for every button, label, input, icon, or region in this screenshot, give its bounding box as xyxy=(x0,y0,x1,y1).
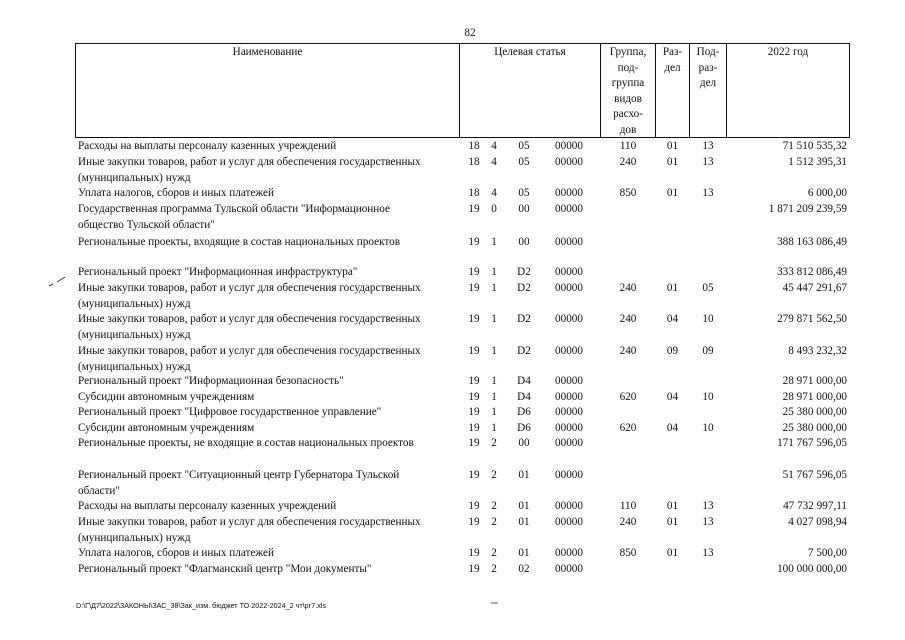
row-name: Региональный проект "Информационная безопасность" xyxy=(78,375,344,387)
row-c3: 01 xyxy=(518,547,530,559)
row-sub: 05 xyxy=(702,282,714,294)
row-amount: 1 871 209 239,59 xyxy=(768,203,847,215)
row-section: 04 xyxy=(666,391,679,403)
row-c4: 00000 xyxy=(555,375,583,387)
row-c4: 00000 xyxy=(555,437,583,449)
row-amount: 28 971 000,00 xyxy=(782,375,847,387)
row-name: Иные закупки товаров, работ и услуг для обеспечения государственных xyxy=(78,156,421,168)
row-c4: 00000 xyxy=(555,345,583,357)
row-c3: 00 xyxy=(518,437,530,449)
header-section: Раз- дел xyxy=(662,46,683,74)
row-amount: 100 000 000,00 xyxy=(777,563,847,575)
row-c2: 1 xyxy=(491,266,497,278)
margin-pen-mark xyxy=(47,274,69,293)
row-amount: 333 812 086,49 xyxy=(777,266,847,278)
row-c3: D2 xyxy=(517,345,531,357)
row-sub: 13 xyxy=(702,187,714,199)
row-amount: 1 512 395,31 xyxy=(788,156,847,168)
row-name: Региональный проект "Флагманский центр "Мои документы" xyxy=(78,563,372,575)
row-c4: 00000 xyxy=(555,282,583,294)
bottom-pen-mark xyxy=(490,592,500,610)
row-c1: 19 xyxy=(468,282,480,294)
row-amount: 8 493 232,32 xyxy=(788,345,847,357)
row-c1: 19 xyxy=(468,500,480,512)
row-c3: 00 xyxy=(518,203,530,215)
row-c2: 2 xyxy=(491,437,497,449)
row-c2: 0 xyxy=(491,203,497,215)
row-sub: 13 xyxy=(702,547,714,559)
row-name: Региональные проекты, входящие в состав национальных проектов xyxy=(78,236,400,248)
row-c3: D2 xyxy=(517,282,531,294)
row-c2: 2 xyxy=(491,469,497,481)
row-section: 09 xyxy=(666,345,679,357)
row-group: 240 xyxy=(619,282,637,294)
row-c1: 18 xyxy=(468,187,480,199)
row-section: 01 xyxy=(666,500,679,512)
row-c1: 18 xyxy=(468,156,480,168)
row-amount: 6 000,00 xyxy=(807,187,847,199)
row-section: 04 xyxy=(666,313,679,325)
row-amount: 51 767 596,05 xyxy=(782,469,847,481)
row-name: области" xyxy=(78,485,120,497)
row-c2: 1 xyxy=(491,422,497,434)
row-name: Расходы на выплаты персоналу казенных учреждений xyxy=(78,500,337,512)
row-name: Региональный проект "Ситуационный центр Губернатора Тульской xyxy=(78,469,400,481)
row-c2: 1 xyxy=(491,282,497,294)
row-name: Субсидии автономным учреждениям xyxy=(78,391,255,403)
row-c1: 19 xyxy=(468,422,480,434)
row-c1: 19 xyxy=(468,203,480,215)
row-c4: 00000 xyxy=(555,187,583,199)
row-group: 240 xyxy=(619,313,637,325)
row-c2: 1 xyxy=(491,313,497,325)
header-subsection: Под- раз- дел xyxy=(696,46,720,90)
row-name: Государственная программа Тульской области "Информационное xyxy=(78,203,390,215)
row-c1: 19 xyxy=(468,406,480,418)
row-amount: 171 767 596,05 xyxy=(777,437,847,449)
row-name: (муниципальных) нужд xyxy=(78,361,191,373)
row-c3: D6 xyxy=(517,422,531,434)
row-c2: 1 xyxy=(491,345,497,357)
row-section: 01 xyxy=(666,156,679,168)
row-name: общество Тульской области" xyxy=(78,219,215,231)
row-sub: 13 xyxy=(702,500,714,512)
row-name: Иные закупки товаров, работ и услуг для обеспечения государственных xyxy=(78,516,421,528)
row-amount: 25 380 000,00 xyxy=(782,422,847,434)
row-group: 240 xyxy=(619,345,637,357)
row-c4: 00000 xyxy=(555,313,583,325)
row-group: 620 xyxy=(619,391,637,403)
row-c2: 2 xyxy=(491,563,497,575)
row-group: 620 xyxy=(619,422,637,434)
row-amount: 71 510 535,32 xyxy=(782,140,847,152)
row-c1: 19 xyxy=(468,547,480,559)
row-c4: 00000 xyxy=(555,563,583,575)
row-c1: 19 xyxy=(468,236,480,248)
row-c2: 4 xyxy=(491,140,497,152)
row-sub: 09 xyxy=(702,345,714,357)
row-c3: D4 xyxy=(517,391,531,403)
row-c1: 19 xyxy=(468,391,480,403)
row-c1: 19 xyxy=(468,437,480,449)
row-section: 01 xyxy=(666,140,679,152)
row-sub: 10 xyxy=(702,391,714,403)
row-name: Субсидии автономным учреждениям xyxy=(78,422,255,434)
row-c3: 01 xyxy=(518,469,530,481)
row-c4: 00000 xyxy=(555,236,583,248)
row-c3: D2 xyxy=(517,266,531,278)
row-c3: 05 xyxy=(518,140,530,152)
row-c4: 00000 xyxy=(555,547,583,559)
row-c1: 19 xyxy=(468,469,480,481)
row-amount: 25 380 000,00 xyxy=(782,406,847,418)
row-c1: 19 xyxy=(468,266,480,278)
row-c4: 00000 xyxy=(555,500,583,512)
row-sub: 13 xyxy=(702,156,714,168)
row-amount: 4 027 098,94 xyxy=(788,516,847,528)
row-amount: 28 971 000,00 xyxy=(782,391,847,403)
row-section: 01 xyxy=(666,187,679,199)
row-c4: 00000 xyxy=(555,391,583,403)
header-target-article: Целевая статья xyxy=(494,46,566,58)
row-c3: 01 xyxy=(518,500,530,512)
row-sub: 13 xyxy=(702,140,714,152)
row-c2: 1 xyxy=(491,406,497,418)
footer-file-path: D:\Г\Д7\2022\ЗАКОНЫ\ЗАС_38\Зак_изм. бюджет ТО 2022-2024_2 чт\рг7.xls xyxy=(76,601,327,610)
row-name: (муниципальных) нужд xyxy=(78,172,191,184)
row-c3: 05 xyxy=(518,156,530,168)
row-name: Уплата налогов, сборов и иных платежей xyxy=(78,547,274,559)
row-group: 850 xyxy=(619,187,637,199)
row-name: Уплата налогов, сборов и иных платежей xyxy=(78,187,274,199)
row-name: Иные закупки товаров, работ и услуг для обеспечения государственных xyxy=(78,282,421,294)
row-name: Расходы на выплаты персоналу казенных учреждений xyxy=(78,140,337,152)
row-c4: 00000 xyxy=(555,422,583,434)
row-c1: 19 xyxy=(468,375,480,387)
row-c2: 2 xyxy=(491,547,497,559)
row-c1: 19 xyxy=(468,563,480,575)
row-c3: 01 xyxy=(518,516,530,528)
row-c4: 00000 xyxy=(555,469,583,481)
row-c2: 2 xyxy=(491,516,497,528)
row-section: 01 xyxy=(666,547,679,559)
row-c4: 00000 xyxy=(555,266,583,278)
row-name: (муниципальных) нужд xyxy=(78,298,191,310)
row-c1: 19 xyxy=(468,313,480,325)
row-amount: 388 163 086,49 xyxy=(777,236,847,248)
row-c2: 1 xyxy=(491,236,497,248)
row-c3: 05 xyxy=(518,187,530,199)
row-group: 110 xyxy=(619,140,637,152)
row-c3: D2 xyxy=(517,313,531,325)
row-c4: 00000 xyxy=(555,203,583,215)
row-c1: 19 xyxy=(468,516,480,528)
header-expense-group: Группа, под- группа видов расхо- дов xyxy=(609,46,647,136)
row-name: (муниципальных) нужд xyxy=(78,532,191,544)
row-name: Региональный проект "Цифровое государственное управление" xyxy=(78,406,382,418)
row-group: 110 xyxy=(619,500,637,512)
row-name: Региональные проекты, не входящие в состав национальных проектов xyxy=(78,437,414,449)
row-c2: 4 xyxy=(491,156,497,168)
row-name: Иные закупки товаров, работ и услуг для обеспечения государственных xyxy=(78,313,421,325)
row-group: 240 xyxy=(619,156,637,168)
row-c2: 1 xyxy=(491,391,497,403)
row-c2: 4 xyxy=(491,187,497,199)
row-section: 01 xyxy=(666,282,679,294)
row-c3: 00 xyxy=(518,236,530,248)
header-name: Наименование xyxy=(232,46,303,58)
row-sub: 10 xyxy=(702,422,714,434)
row-c4: 00000 xyxy=(555,516,583,528)
row-c4: 00000 xyxy=(555,406,583,418)
row-amount: 279 871 562,50 xyxy=(777,313,847,325)
row-c3: D4 xyxy=(517,375,531,387)
row-name: Региональный проект "Информационная инфраструктура" xyxy=(78,266,358,278)
row-amount: 47 732 997,11 xyxy=(783,500,847,512)
row-section: 01 xyxy=(666,516,679,528)
row-c4: 00000 xyxy=(555,156,583,168)
row-amount: 7 500,00 xyxy=(807,547,847,559)
row-section: 04 xyxy=(666,422,679,434)
row-name: (муниципальных) нужд xyxy=(78,329,191,341)
row-sub: 10 xyxy=(702,313,714,325)
row-sub: 13 xyxy=(702,516,714,528)
row-c1: 19 xyxy=(468,345,480,357)
row-c1: 18 xyxy=(468,140,480,152)
row-c3: 02 xyxy=(518,563,530,575)
row-c2: 2 xyxy=(491,500,497,512)
row-group: 850 xyxy=(619,547,637,559)
row-c3: D6 xyxy=(517,406,531,418)
page-number: 82 xyxy=(464,27,476,39)
row-group: 240 xyxy=(619,516,637,528)
row-c4: 00000 xyxy=(555,140,583,152)
header-year: 2022 год xyxy=(767,46,809,58)
row-c2: 1 xyxy=(491,375,497,387)
row-name: Иные закупки товаров, работ и услуг для обеспечения государственных xyxy=(78,345,421,357)
row-amount: 45 447 291,67 xyxy=(782,282,847,294)
